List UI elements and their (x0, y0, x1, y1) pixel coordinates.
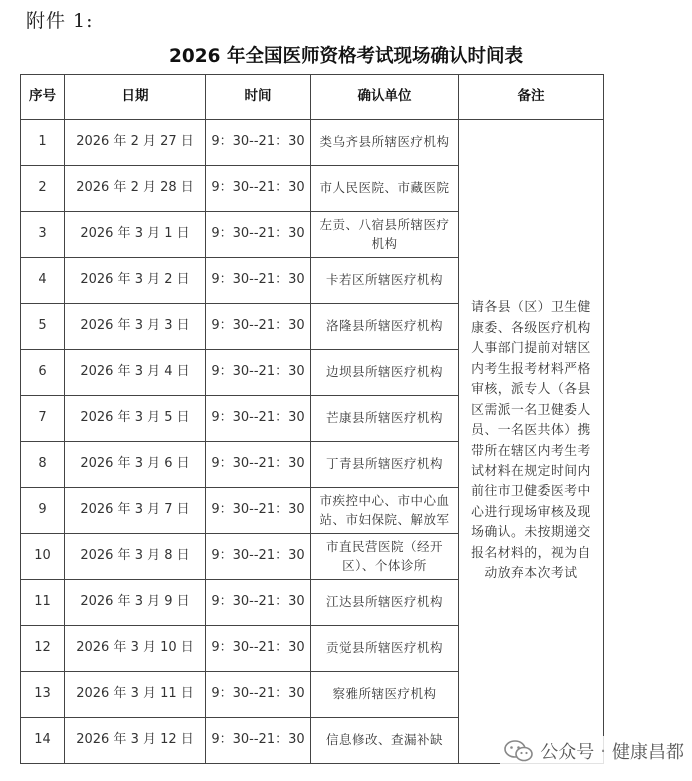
watermark-account: 健康昌都 (612, 742, 684, 763)
watermark-label: 公众号 (540, 742, 595, 763)
cell-date: 2026 年 2 月 28 日 (65, 166, 206, 212)
wechat-icon (504, 740, 534, 762)
cell-date: 2026 年 3 月 3 日 (65, 304, 206, 350)
cell-time: 9：30--21：30 (206, 718, 311, 764)
cell-no: 8 (21, 442, 65, 488)
cell-time: 9：30--21：30 (206, 258, 311, 304)
cell-no: 13 (21, 672, 65, 718)
cell-unit: 洛隆县所辖医疗机构 (311, 304, 459, 350)
cell-unit: 信息修改、查漏补缺 (311, 718, 459, 764)
cell-no: 14 (21, 718, 65, 764)
cell-unit: 芒康县所辖医疗机构 (311, 396, 459, 442)
cell-unit: 边坝县所辖医疗机构 (311, 350, 459, 396)
cell-unit: 市疾控中心、市中心血站、市妇保院、解放军 (311, 488, 459, 534)
cell-no: 3 (21, 212, 65, 258)
cell-unit: 丁青县所辖医疗机构 (311, 442, 459, 488)
col-header-time: 时间 (206, 75, 311, 120)
cell-time: 9：30--21：30 (206, 166, 311, 212)
cell-unit: 市直民营医院（经开区）、个体诊所 (311, 534, 459, 580)
cell-time: 9：30--21：30 (206, 396, 311, 442)
cell-unit: 贡觉县所辖医疗机构 (311, 626, 459, 672)
cell-no: 4 (21, 258, 65, 304)
cell-date: 2026 年 3 月 4 日 (65, 350, 206, 396)
cell-time: 9：30--21：30 (206, 580, 311, 626)
cell-time: 9：30--21：30 (206, 442, 311, 488)
table-row (21, 120, 604, 166)
cell-time: 9：30--21：30 (206, 304, 311, 350)
cell-date: 2026 年 3 月 7 日 (65, 488, 206, 534)
cell-time: 9：30--21：30 (206, 350, 311, 396)
cell-date: 2026 年 3 月 5 日 (65, 396, 206, 442)
watermark-separator: · (600, 740, 606, 762)
cell-date: 2026 年 3 月 11 日 (65, 672, 206, 718)
cell-time: 9：30--21：30 (206, 488, 311, 534)
cell-unit: 卡若区所辖医疗机构 (311, 258, 459, 304)
cell-date: 2026 年 3 月 1 日 (65, 212, 206, 258)
cell-time: 9：30--21：30 (206, 626, 311, 672)
col-header-remark: 备注 (459, 75, 604, 120)
cell-no: 12 (21, 626, 65, 672)
cell-unit: 左贡、八宿县所辖医疗机构 (311, 212, 459, 258)
col-header-date: 日期 (65, 75, 206, 120)
cell-no: 10 (21, 534, 65, 580)
cell-unit: 类乌齐县所辖医疗机构 (311, 120, 459, 166)
table-header-row (21, 75, 604, 120)
cell-no: 9 (21, 488, 65, 534)
cell-remark: 请各县（区）卫生健康委、各级医疗机构人事部门提前对辖区内考生报考材料严格审核，派专人（各县区需派一名卫健委人员、一名医共体）携带所在辖区内考生考试材料在规定时间内前往市卫健委医考中心进行现场审核及现场确认。未按期递交报名材料的，视为自动放弃本次考试 (459, 120, 604, 764)
cell-date: 2026 年 2 月 27 日 (65, 120, 206, 166)
cell-time: 9：30--21：30 (206, 534, 311, 580)
cell-unit: 市人民医院、市藏医院 (311, 166, 459, 212)
attachment-label: 附件 1: (26, 10, 94, 32)
cell-date: 2026 年 3 月 6 日 (65, 442, 206, 488)
cell-no: 7 (21, 396, 65, 442)
cell-date: 2026 年 3 月 2 日 (65, 258, 206, 304)
cell-no: 1 (21, 120, 65, 166)
col-header-unit: 确认单位 (311, 75, 459, 120)
page-title: 2026 年全国医师资格考试现场确认时间表 (169, 46, 523, 67)
watermark (500, 736, 688, 766)
cell-date: 2026 年 3 月 8 日 (65, 534, 206, 580)
col-header-no: 序号 (21, 75, 65, 120)
cell-time: 9：30--21：30 (206, 120, 311, 166)
cell-unit: 江达县所辖医疗机构 (311, 580, 459, 626)
cell-date: 2026 年 3 月 9 日 (65, 580, 206, 626)
cell-date: 2026 年 3 月 12 日 (65, 718, 206, 764)
cell-date: 2026 年 3 月 10 日 (65, 626, 206, 672)
cell-no: 6 (21, 350, 65, 396)
schedule-table (20, 74, 604, 764)
cell-no: 5 (21, 304, 65, 350)
cell-unit: 察雅所辖医疗机构 (311, 672, 459, 718)
cell-no: 2 (21, 166, 65, 212)
cell-no: 11 (21, 580, 65, 626)
cell-time: 9：30--21：30 (206, 672, 311, 718)
cell-time: 9：30--21：30 (206, 212, 311, 258)
